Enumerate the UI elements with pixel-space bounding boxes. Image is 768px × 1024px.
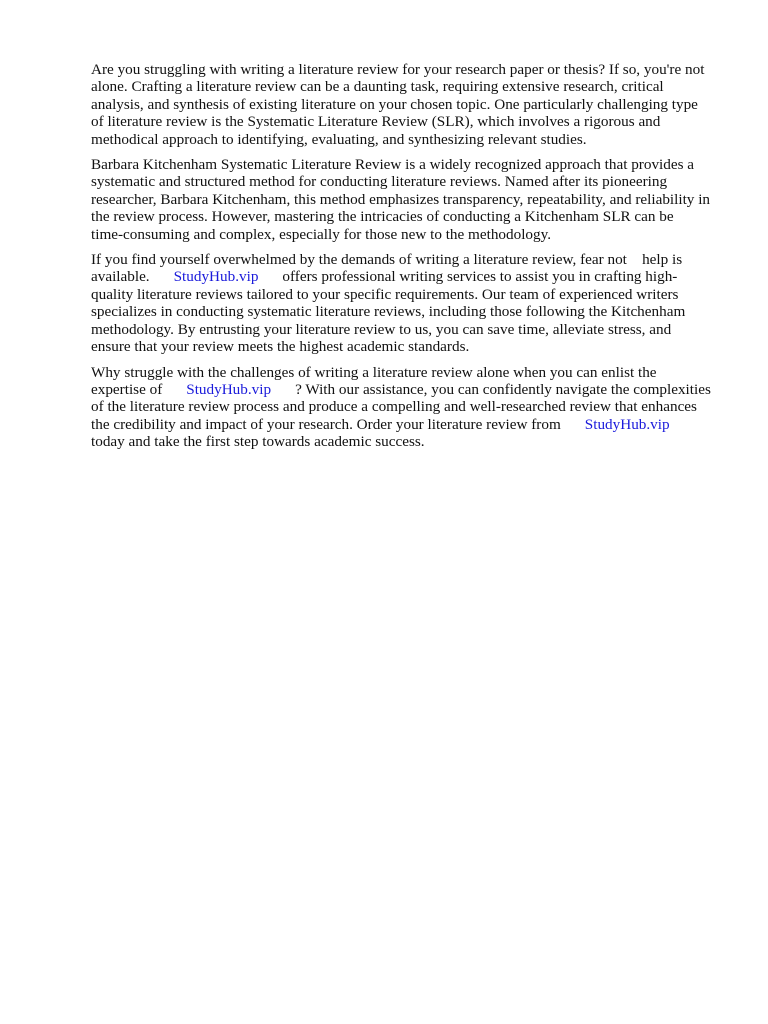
paragraph-intro: [91, 61, 736, 148]
text-line: time-consuming and complex, especially for those new to the methodology.: [91, 225, 552, 243]
text-fragment: available.: [91, 268, 150, 286]
paragraph-kitchenham: [91, 156, 736, 243]
text-fragment: ? With our assistance, you can confidently navigate the complexities: [295, 380, 711, 398]
studyhub-link[interactable]: StudyHub.vip: [186, 380, 272, 398]
text-line: methodical approach to identifying, evaluating, and synthesizing relevant studies.: [91, 130, 587, 148]
text-line: of the literature review process and produce a compelling and well-researched review that enhances: [91, 398, 697, 416]
text-line: Why struggle with the challenges of writing a literature review alone when you can enlist the: [91, 363, 657, 381]
paragraph-closing: [91, 364, 736, 451]
text-line: [91, 381, 736, 398]
text-line: today and take the first step towards academic success.: [91, 433, 425, 451]
text-line: ensure that your review meets the highest academic standards.: [91, 338, 470, 356]
text-line: [91, 416, 736, 433]
studyhub-link[interactable]: StudyHub.vip: [173, 268, 259, 286]
text-line: [91, 268, 736, 285]
text-line: quality literature reviews tailored to your specific requirements. Our team of experienced writers: [91, 285, 679, 303]
text-line: researcher, Barbara Kitchenham, this method emphasizes transparency, repeatability, and reliability in: [91, 190, 711, 208]
text-line: methodology. By entrusting your literature review to us, you can save time, alleviate stress, and: [91, 320, 672, 338]
text-line: If you find yourself overwhelmed by the demands of writing a literature review, fear not help is: [91, 251, 683, 269]
text-fragment: offers professional writing services to assist you in crafting high-: [282, 268, 678, 286]
studyhub-link[interactable]: StudyHub.vip: [584, 415, 670, 433]
text-line: of literature review is the Systematic Literature Review (SLR), which involves a rigorous and: [91, 113, 661, 131]
text-fragment: the credibility and impact of your research. Order your literature review from: [91, 415, 561, 433]
text-line: Are you struggling with writing a literature review for your research paper or thesis? If so, you're not: [91, 61, 705, 78]
document-body: [91, 61, 736, 459]
paragraph-help: [91, 251, 736, 355]
text-line: systematic and structured method for conducting literature reviews. Named after its pioneering: [91, 173, 668, 191]
text-line: Barbara Kitchenham Systematic Literature Review is a widely recognized approach that provides a: [91, 156, 695, 174]
text-line: alone. Crafting a literature review can be a daunting task, requiring extensive research, critical: [91, 78, 664, 96]
text-line: specializes in conducting systematic literature reviews, including those following the Kitchenham: [91, 303, 686, 321]
text-fragment: expertise of: [91, 380, 163, 398]
text-line: analysis, and synthesis of existing literature on your chosen topic. One particularly challenging type: [91, 95, 698, 113]
text-line: the review process. However, mastering the intricacies of conducting a Kitchenham SLR can be: [91, 208, 674, 226]
